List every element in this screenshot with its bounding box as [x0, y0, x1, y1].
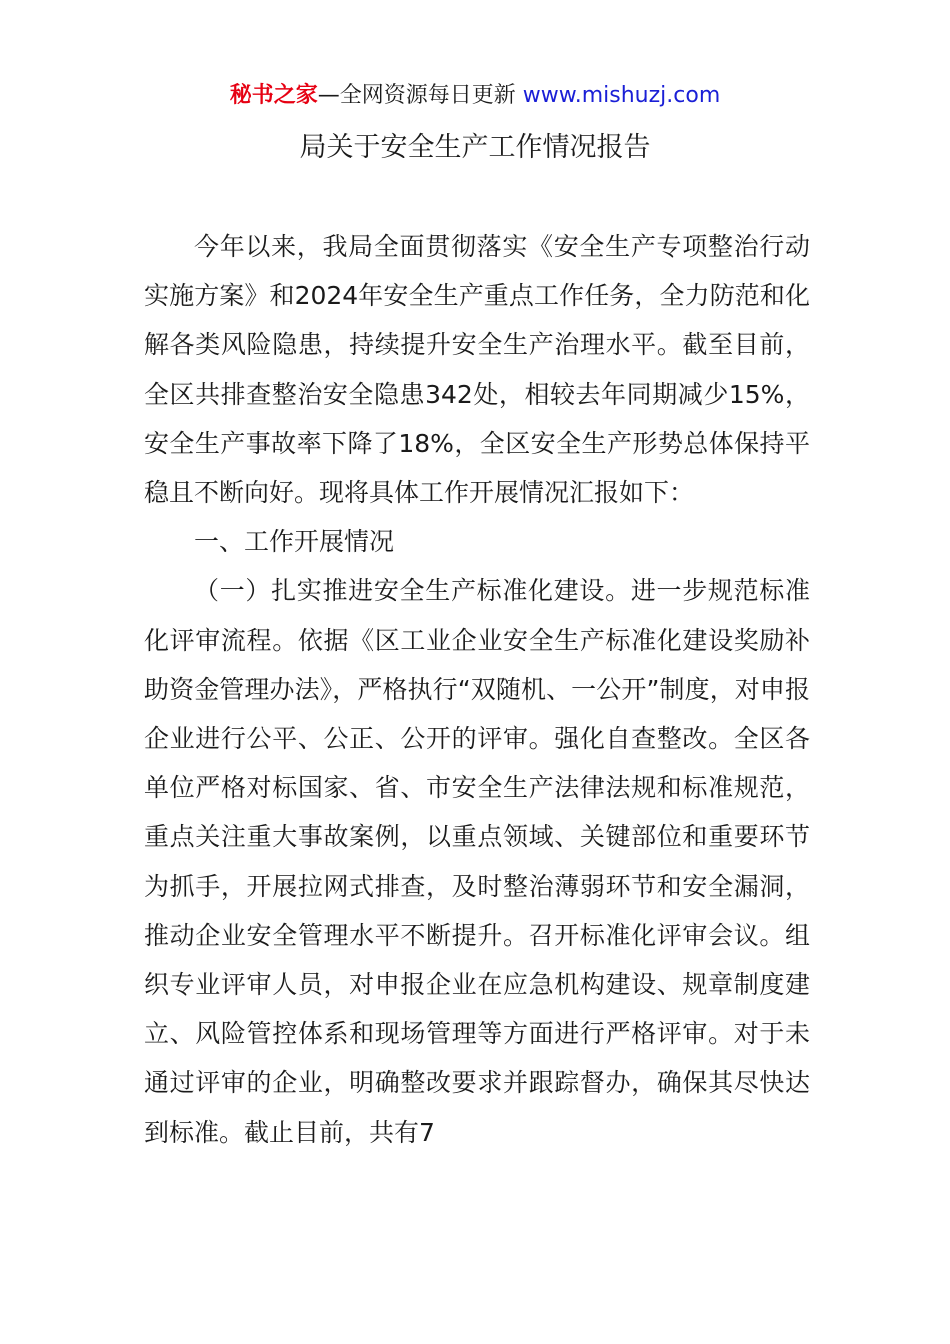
brand-name: 秘书之家 [229, 83, 318, 108]
banner-tagline: —全网资源每日更新 [317, 83, 523, 108]
intro-paragraph: 今年以来，我局全面贯彻落实《安全生产专项整治行动实施方案》和2024年安全生产重点工作任务，全力防范和化解各类风险隐患，持续提升安全生产治理水平。截至目前，全区共排查整治安全隐患342处，相较去年同期减少15%，安全生产事故率下降了18%，全区安全生产形势总体保持平稳且不断向好。现将具体工作开展情况汇报如下： [144, 232, 810, 508]
document-title: 局关于安全生产工作情况报告 [299, 132, 651, 163]
document-body [144, 222, 810, 1157]
section-heading: 一、工作开展情况 [194, 527, 395, 557]
subsection-paragraph: （一）扎实推进安全生产标准化建设。进一步规范标准化评审流程。依据《区工业企业安全生产标准化建设奖励补助资金管理办法》，严格执行“双随机、一公开”制度，对申报企业进行公平、公正、公开的评审。强化自查整改。全区各单位严格对标国家、省、市安全生产法律法规和标准规范，重点关注重大事故案例，以重点领域、关键部位和重要环节为抓手，开展拉网式排查，及时整治薄弱环节和安全漏洞，推动企业安全管理水平不断提升。召开标准化评审会议。组织专业评审人员，对申报企业在应急机构建设、规章制度建立、风险管控体系和现场管理等方面进行严格评审。对于未通过评审的企业，明确整改要求并跟踪督办，确保其尽快达到标准。截止目前，共有7 [144, 576, 810, 1147]
site-url-link[interactable]: www.mishuzj.com [522, 83, 721, 108]
site-banner [0, 80, 950, 112]
